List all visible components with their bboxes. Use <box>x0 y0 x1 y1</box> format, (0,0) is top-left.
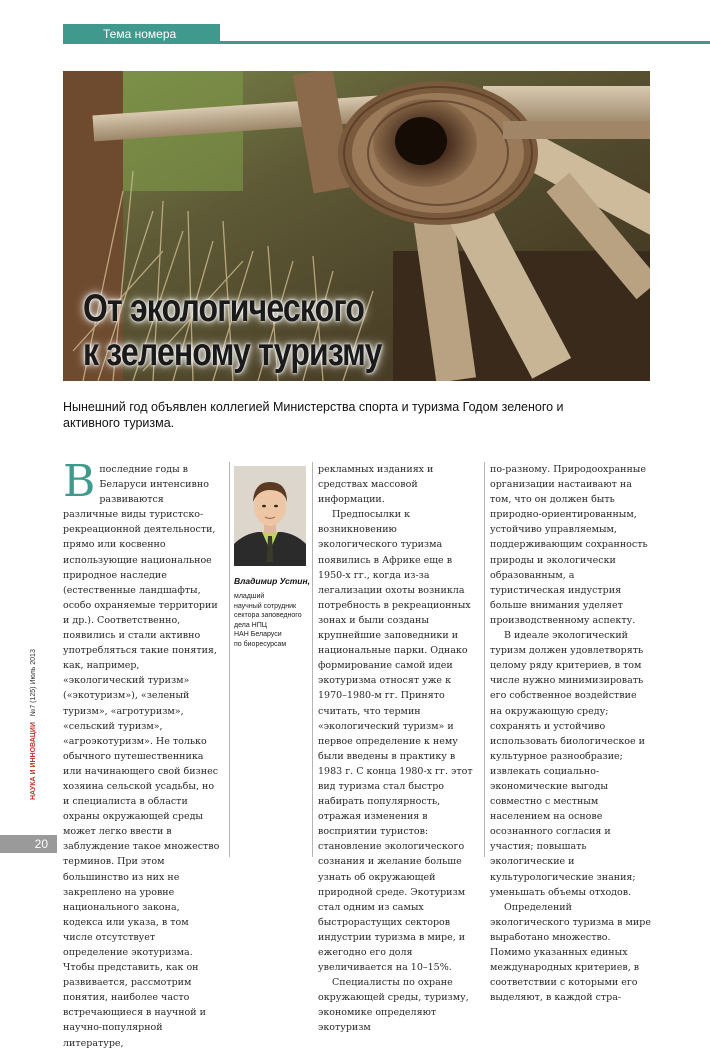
column-4 <box>490 462 651 1005</box>
hero-image <box>63 71 650 381</box>
column-divider <box>484 462 485 857</box>
title-line-2: к зеленому туризму <box>83 331 382 374</box>
column-3 <box>318 462 479 1036</box>
paragraph: по-разному. Природоохранные организации настаивают на том, что он должен быть природно-ориентированным, устойчиво управляемым, поддерживающим сохранность природы и экологически образованным, а туристическая индустрия больше внимания уделяет производственному аспекту. <box>490 464 648 626</box>
column-1 <box>63 456 221 1051</box>
paragraph: рекламных изданиях и средствах массовой информации. <box>318 464 434 506</box>
magazine-side-label <box>29 649 39 800</box>
page-number: 20 <box>0 835 57 853</box>
paragraph: Определений экологического туризма в мире выработано множество. Помимо указанных единых международных критериев, в соответствии с которыми его выделяют, в каждой стра- <box>490 901 651 1004</box>
drop-cap: В <box>63 456 96 507</box>
magazine-name: НАУКА И ИННОВАЦИИ <box>30 722 37 800</box>
section-rule <box>220 41 710 44</box>
column-divider <box>229 462 230 857</box>
author-photo <box>234 466 306 566</box>
author-portrait <box>234 466 306 566</box>
lead-paragraph: Нынешний год объявлен коллегией Министерства спорта и туризма Годом зеленого и активного туризма. <box>63 400 564 430</box>
section-tab <box>63 24 220 44</box>
author-role: младший научный сотрудник сектора заповедного дела НПЦ НАН Беларуси по биоресурсам <box>234 593 302 648</box>
column-1-text: последние годы в Беларуси интенсивно развиваются различные виды туристско-рекреационной деятельности, прямо или косвенно использующие национальное природное наследие (естественные ландшафты, особо охраняемые территории и др.). Соответственно, появились и стали активно употребляться такие понятия, как, например, «экологический туризм» («экотуризм»), «зеленый туризм», «агротуризм», «сельский туризм», «агроэкотуризм». Не только обычного путешественника или начинающего свой бизнес хозяина сельской усадьбы, но и специалиста в области охраны окружающей среды может легко ввести в заблуждение такое множество терминов. При этом большинство из них не закреплено на уровне национального закона, кодекса или указа, в том числе отсутствует определение экотуризма. Чтобы представить, как он развивается, рассмотрим понятия, наиболее часто встречающиеся в научной и научно-популярной литературе, <box>63 464 220 1049</box>
column-divider <box>312 462 313 857</box>
section-label: Тема номера <box>103 27 177 41</box>
author-name: Владимир Устин, <box>234 576 310 586</box>
title-line-1: От экологического <box>83 287 365 330</box>
paragraph: Предпосылки к возникновению экологического туризма появились в Африке еще в 1950-х гг., когда из-за легализации охоты возникла потребность в рекреационных зонах и были созданы крупнейшие заповедники и национальные парки. Однако формирование самой идеи экотуризма относят уже к 1970–1980-м гг. Принято считать, что термин «экологический туризм» и первое определение к нему были введены в практику в 1983 г. С конца 1980-х гг. этот вид туризма стал быстро набирать популярность, отражая изменения в восприятии туристов: становление экологического сознания и желание больше узнать об окружающей природной среде. Экотуризм стал одним из самых быстрорастущих секторов индустрии туризма в мире, и ежегодно его доля увеличивается на 10–15%. <box>318 509 473 974</box>
paragraph: Специалисты по охране окружающей среды, туризму, экономике определяют экотуризм <box>318 977 469 1034</box>
paragraph: В идеале экологический туризм должен удовлетворять целому ряду критериев, в том числе нужно минимизировать его собственное воздействие на окружающую среду; сохранять и устойчиво использовать биологическое и культурное разнообразие; извлекать социально-экономические выгоды совместно с местным населением на основе осознанного согласия и участия; повышать экологические и культурологические знания; уменьшать объемы отходов. <box>490 630 645 898</box>
issue-info: №7 (125) Июль 2013 <box>30 649 37 717</box>
article-title <box>83 287 382 375</box>
